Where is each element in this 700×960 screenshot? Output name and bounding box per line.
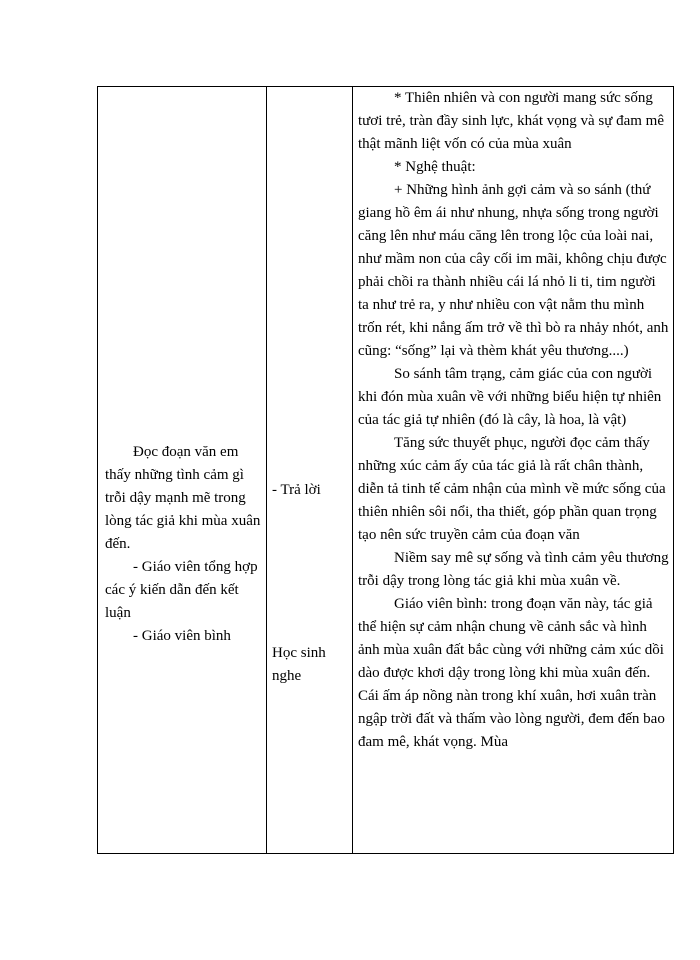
persuasion-paragraph: Tăng sức thuyết phục, người đọc cảm thấy những xúc cảm ấy của tác giả là rất chân thành, diễn tả tinh tế cảm nhận của mình về mức sống của thiên nhiên sôi nổi, tha thiết, góp phần quan trọng tạo nên sức truyền cảm của đoạn văn <box>358 435 666 543</box>
table-row <box>98 87 674 854</box>
student-activity-cell <box>267 87 353 854</box>
commentary-paragraph: - Giáo viên bình <box>133 628 231 644</box>
question-paragraph: Đọc đoạn văn em thấy những tình cảm gì trỗi dậy mạnh mẽ trong lòng tác giả khi mùa xuân đến. <box>105 444 261 552</box>
teacher-commentary-paragraph: Giáo viên bình: trong đoạn văn này, tác giả thể hiện sự cảm nhận chung về cảnh sắc và hình ảnh mùa xuân đất bắc cùng với những cảm xúc dồi dào được khơi dậy trong lòng khi mùa xuân đến. Cái ấm áp nồng nàn trong khí xuân, hơi xuân tràn ngập trời đất và thấm vào lòng người, đem đến bao đam mê, khát vọng. Mùa <box>358 596 665 750</box>
art-heading: * Nghệ thuật: <box>394 159 476 175</box>
comparison-paragraph: So sánh tâm trạng, cảm giác của con người khi đón mùa xuân về với những biểu hiện tự nhiên của tác giả tự nhiên (đó là cây, là hoa, là vật) <box>358 366 662 428</box>
teacher-activity-cell <box>98 87 267 854</box>
summary-paragraph: - Giáo viên tổng hợp các ý kiến dẫn đến kết luận <box>105 559 258 621</box>
teacher-activity-text <box>105 441 261 648</box>
content-cell <box>353 87 674 854</box>
student-listen-text: Học sinh nghe <box>272 645 326 684</box>
nature-paragraph: * Thiên nhiên và con người mang sức sống tươi trẻ, tràn đầy sinh lực, khát vọng và sự đam mê thật mãnh liệt vốn có của mùa xuân <box>358 90 665 152</box>
student-answer-text: - Trả lời <box>272 482 321 498</box>
lesson-table <box>97 86 674 854</box>
passion-paragraph: Niềm say mê sự sống và tình cảm yêu thương trỗi dậy trong lòng tác giả khi mùa xuân về. <box>358 550 669 589</box>
content-text <box>358 87 669 754</box>
imagery-paragraph: + Những hình ảnh gợi cảm và so sánh (thứ giang hồ êm ái như nhung, nhựa sống trong người căng lên như máu căng lên trong lộc của loài nai, như mầm non của cây cối im mãi, không chịu được phải chồi ra thành nhiều cái lá nhỏ li ti, tim người ta như trẻ ra, y như nhiều con vật nằm thu mình trốn rét, khi nắng ấm trở về thì bò ra nhảy nhót, anh cũng: “sống” lại và thèm khát yêu thương....) <box>358 182 669 359</box>
